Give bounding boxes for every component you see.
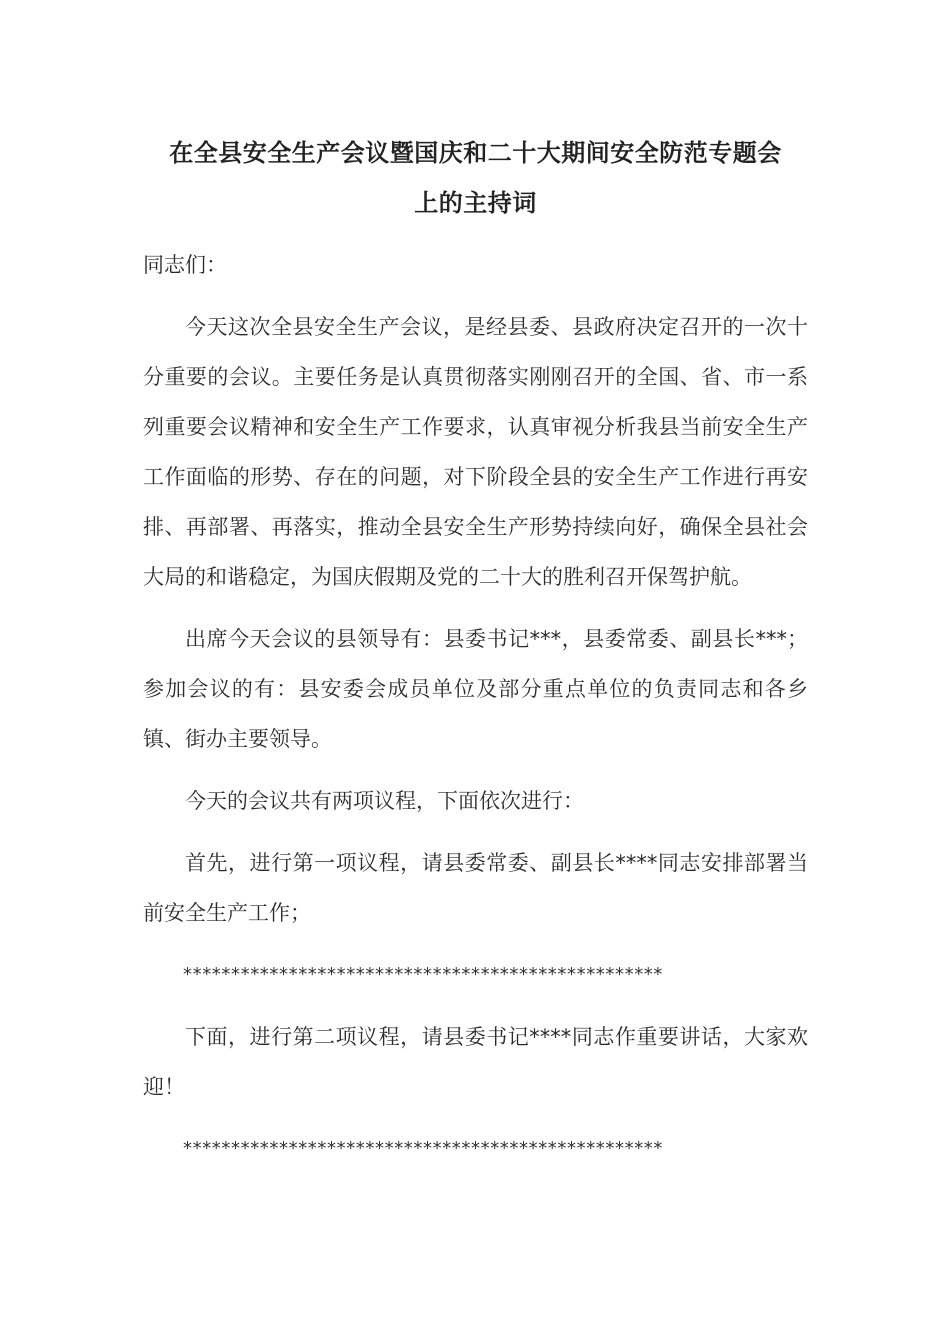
paragraph-attendees: 出席今天会议的县领导有：县委书记***，县委常委、副县长***；参加会议的有：县安委会成员单位及部分重点单位的负责同志和各乡镇、街办主要领导。 — [143, 627, 808, 751]
paragraph-second-item: 下面，进行第二项议程，请县委书记****同志作重要讲话，大家欢迎！ — [143, 1025, 808, 1099]
paragraph-opening: 今天这次全县安全生产会议，是经县委、县政府决定召开的一次十分重要的会议。主要任务是认真贯彻落实刚刚召开的全国、省、市一系列重要会议精神和安全生产工作要求，认真审视分析我县当前安全生产工作面临的形势、存在的问题，对下阶段全县的安全生产工作进行再安排、再部署、再落实，推动全县安全生产形势持续向好，确保全县社会大局的和谐稳定，为国庆假期及党的二十大的胜利召开保驾护航。 — [143, 315, 808, 589]
title-line-1: 在全县安全生产会议暨国庆和二十大期间安全防范专题会 — [169, 139, 782, 167]
separator-2: ************************************************** — [183, 1138, 663, 1159]
paragraph-first-item: 首先，进行第一项议程，请县委常委、副县长****同志安排部署当前安全生产工作； — [143, 851, 808, 925]
separator-1: ************************************************** — [183, 964, 663, 985]
document-page — [143, 128, 808, 1174]
paragraph-agenda: 今天的会议共有两项议程，下面依次进行： — [185, 789, 584, 813]
title-line-2: 上的主持词 — [414, 189, 537, 217]
document-title — [143, 128, 808, 228]
salutation: 同志们： — [143, 253, 227, 277]
